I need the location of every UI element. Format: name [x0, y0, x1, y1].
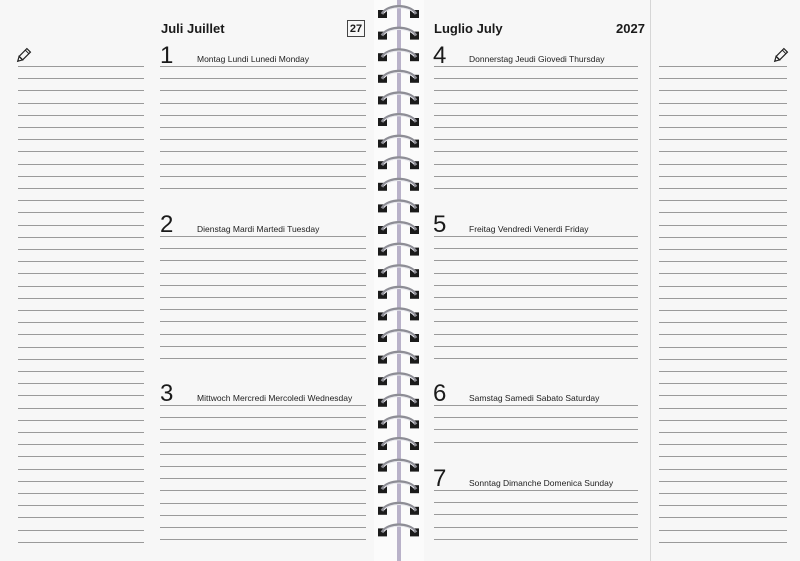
- ruled-line: [18, 505, 144, 506]
- ruled-line: [659, 103, 787, 104]
- ruled-line: [18, 273, 144, 274]
- ruled-line: [160, 346, 366, 347]
- ruled-line: [18, 261, 144, 262]
- ruled-line: [659, 517, 787, 518]
- ruled-line: [18, 395, 144, 396]
- ruled-line: [659, 151, 787, 152]
- ruled-line: [434, 103, 638, 104]
- ruled-line: [160, 334, 366, 335]
- ruled-line: [18, 176, 144, 177]
- ruled-line: [160, 527, 366, 528]
- ruled-line: [160, 285, 366, 286]
- ruled-line: [659, 408, 787, 409]
- ruled-line: [160, 103, 366, 104]
- day-names: Mittwoch Mercredi Mercoledi Wednesday: [197, 393, 353, 403]
- ruled-line: [18, 444, 144, 445]
- ruled-line: [659, 310, 787, 311]
- ruled-line: [434, 139, 638, 140]
- ruled-line: [434, 539, 638, 540]
- ruled-line: [659, 530, 787, 531]
- ruled-line: [434, 127, 638, 128]
- ruled-line: [160, 151, 366, 152]
- ruled-line: [18, 310, 144, 311]
- ruled-line: [18, 286, 144, 287]
- ruled-line: [160, 321, 366, 322]
- ruled-line: [160, 309, 366, 310]
- ruled-line: [160, 417, 366, 418]
- ruled-lines: [434, 0, 638, 561]
- day-names: Samstag Samedi Sabato Saturday: [469, 393, 600, 403]
- ruled-line: [160, 490, 366, 491]
- ruled-line: [160, 260, 366, 261]
- ruled-line: [18, 517, 144, 518]
- ruled-line: [659, 481, 787, 482]
- ruled-line: [160, 127, 366, 128]
- ruled-line: [659, 444, 787, 445]
- ruled-line: [659, 347, 787, 348]
- ruled-line: [434, 346, 638, 347]
- ruled-line: [18, 249, 144, 250]
- ruled-line: [160, 115, 366, 116]
- ruled-line: [160, 78, 366, 79]
- day-number: 2: [160, 211, 174, 238]
- ruled-line: [18, 322, 144, 323]
- ruled-line: [434, 176, 638, 177]
- ruled-line: [659, 273, 787, 274]
- ruled-line: [18, 164, 144, 165]
- ruled-line: [659, 78, 787, 79]
- ruled-line: [434, 260, 638, 261]
- ruled-line: [659, 188, 787, 189]
- ruled-line: [659, 371, 787, 372]
- ruled-line: [160, 478, 366, 479]
- month-title-right: Luglio July: [434, 21, 503, 36]
- ruled-line: [434, 490, 638, 491]
- ruled-line: [18, 432, 144, 433]
- ruled-line: [160, 429, 366, 430]
- ruled-line: [659, 90, 787, 91]
- left-notes-column: [0, 0, 155, 561]
- ruled-line: [434, 429, 638, 430]
- ruled-line: [434, 248, 638, 249]
- ruled-line: [160, 164, 366, 165]
- ruled-line: [18, 420, 144, 421]
- ruled-line: [18, 127, 144, 128]
- ruled-line: [18, 237, 144, 238]
- day-number: 5: [433, 211, 447, 238]
- ruled-line: [18, 212, 144, 213]
- day-number: 7: [433, 465, 447, 492]
- day-number: 6: [433, 380, 447, 407]
- ruled-line: [659, 542, 787, 543]
- ruled-line: [160, 90, 366, 91]
- ruled-line: [160, 297, 366, 298]
- year-label: 2027: [616, 21, 645, 36]
- spiral-binding: [374, 0, 424, 561]
- ruled-line: [160, 236, 366, 237]
- ruled-line: [18, 78, 144, 79]
- ruled-line: [18, 530, 144, 531]
- ruled-line: [18, 334, 144, 335]
- ruled-line: [659, 359, 787, 360]
- ruled-line: [434, 188, 638, 189]
- ruled-line: [18, 115, 144, 116]
- day-names: Dienstag Mardi Martedi Tuesday: [197, 224, 320, 234]
- ruled-line: [434, 297, 638, 298]
- day-names: Freitag Vendredi Venerdi Friday: [469, 224, 589, 234]
- ruled-line: [434, 502, 638, 503]
- ruled-line: [434, 334, 638, 335]
- ruled-line: [160, 188, 366, 189]
- ruled-line: [160, 66, 366, 67]
- ruled-line: [434, 151, 638, 152]
- ruled-line: [659, 505, 787, 506]
- ruled-line: [434, 321, 638, 322]
- ruled-line: [160, 273, 366, 274]
- week-number-badge: 27: [347, 20, 365, 37]
- ruled-line: [160, 139, 366, 140]
- ruled-line: [18, 139, 144, 140]
- ruled-line: [160, 539, 366, 540]
- left-page: [154, 0, 374, 561]
- day-number: 3: [160, 380, 174, 407]
- ruled-line: [659, 334, 787, 335]
- ruled-line: [434, 309, 638, 310]
- ruled-line: [659, 249, 787, 250]
- ruled-line: [434, 273, 638, 274]
- ruled-line: [659, 139, 787, 140]
- ruled-line: [659, 469, 787, 470]
- ruled-line: [659, 225, 787, 226]
- ruled-line: [18, 408, 144, 409]
- ruled-lines: [18, 0, 144, 561]
- ruled-line: [434, 115, 638, 116]
- ruled-line: [659, 66, 787, 67]
- ruled-line: [434, 78, 638, 79]
- ruled-lines: [160, 0, 366, 561]
- ruled-line: [659, 493, 787, 494]
- ruled-line: [18, 456, 144, 457]
- day-number: 1: [160, 42, 174, 69]
- ruled-line: [18, 90, 144, 91]
- ruled-line: [659, 395, 787, 396]
- ruled-line: [659, 286, 787, 287]
- month-title-left: Juli Juillet: [161, 21, 225, 36]
- ruled-line: [659, 432, 787, 433]
- ruled-line: [18, 469, 144, 470]
- day-number: 4: [433, 42, 447, 69]
- ruled-line: [18, 103, 144, 104]
- ruled-line: [160, 466, 366, 467]
- ruled-line: [434, 90, 638, 91]
- ruled-line: [18, 188, 144, 189]
- ruled-line: [18, 225, 144, 226]
- ruled-line: [659, 164, 787, 165]
- ruled-line: [434, 514, 638, 515]
- ruled-line: [434, 66, 638, 67]
- ruled-line: [18, 151, 144, 152]
- ruled-line: [160, 405, 366, 406]
- ruled-line: [434, 405, 638, 406]
- ruled-line: [659, 237, 787, 238]
- ruled-line: [160, 454, 366, 455]
- ruled-line: [434, 417, 638, 418]
- ruled-line: [18, 383, 144, 384]
- ruled-line: [434, 527, 638, 528]
- ruled-line: [659, 127, 787, 128]
- ruled-line: [18, 359, 144, 360]
- ruled-line: [18, 481, 144, 482]
- ruled-line: [18, 200, 144, 201]
- ruled-line: [659, 322, 787, 323]
- ruled-line: [434, 164, 638, 165]
- ruled-line: [659, 261, 787, 262]
- ruled-line: [160, 442, 366, 443]
- ruled-line: [659, 420, 787, 421]
- ruled-line: [659, 115, 787, 116]
- day-names: Donnerstag Jeudi Giovedi Thursday: [469, 54, 605, 64]
- ruled-line: [659, 298, 787, 299]
- day-names: Montag Lundi Lunedi Monday: [197, 54, 309, 64]
- ruled-line: [18, 298, 144, 299]
- ruled-line: [18, 493, 144, 494]
- ruled-line: [659, 212, 787, 213]
- ruled-lines: [659, 0, 787, 561]
- ruled-line: [160, 248, 366, 249]
- ruled-line: [659, 200, 787, 201]
- right-notes-column: [650, 0, 800, 561]
- ruled-line: [160, 176, 366, 177]
- ruled-line: [659, 456, 787, 457]
- ruled-line: [434, 442, 638, 443]
- ruled-line: [160, 503, 366, 504]
- ruled-line: [18, 347, 144, 348]
- ruled-line: [18, 542, 144, 543]
- ruled-line: [160, 358, 366, 359]
- ruled-line: [18, 371, 144, 372]
- ruled-line: [160, 515, 366, 516]
- ruled-line: [434, 285, 638, 286]
- ruled-line: [659, 383, 787, 384]
- ruled-line: [434, 236, 638, 237]
- ruled-line: [434, 358, 638, 359]
- ruled-line: [659, 176, 787, 177]
- day-names: Sonntag Dimanche Domenica Sunday: [469, 478, 614, 488]
- ruled-line: [18, 66, 144, 67]
- right-page: [424, 0, 650, 561]
